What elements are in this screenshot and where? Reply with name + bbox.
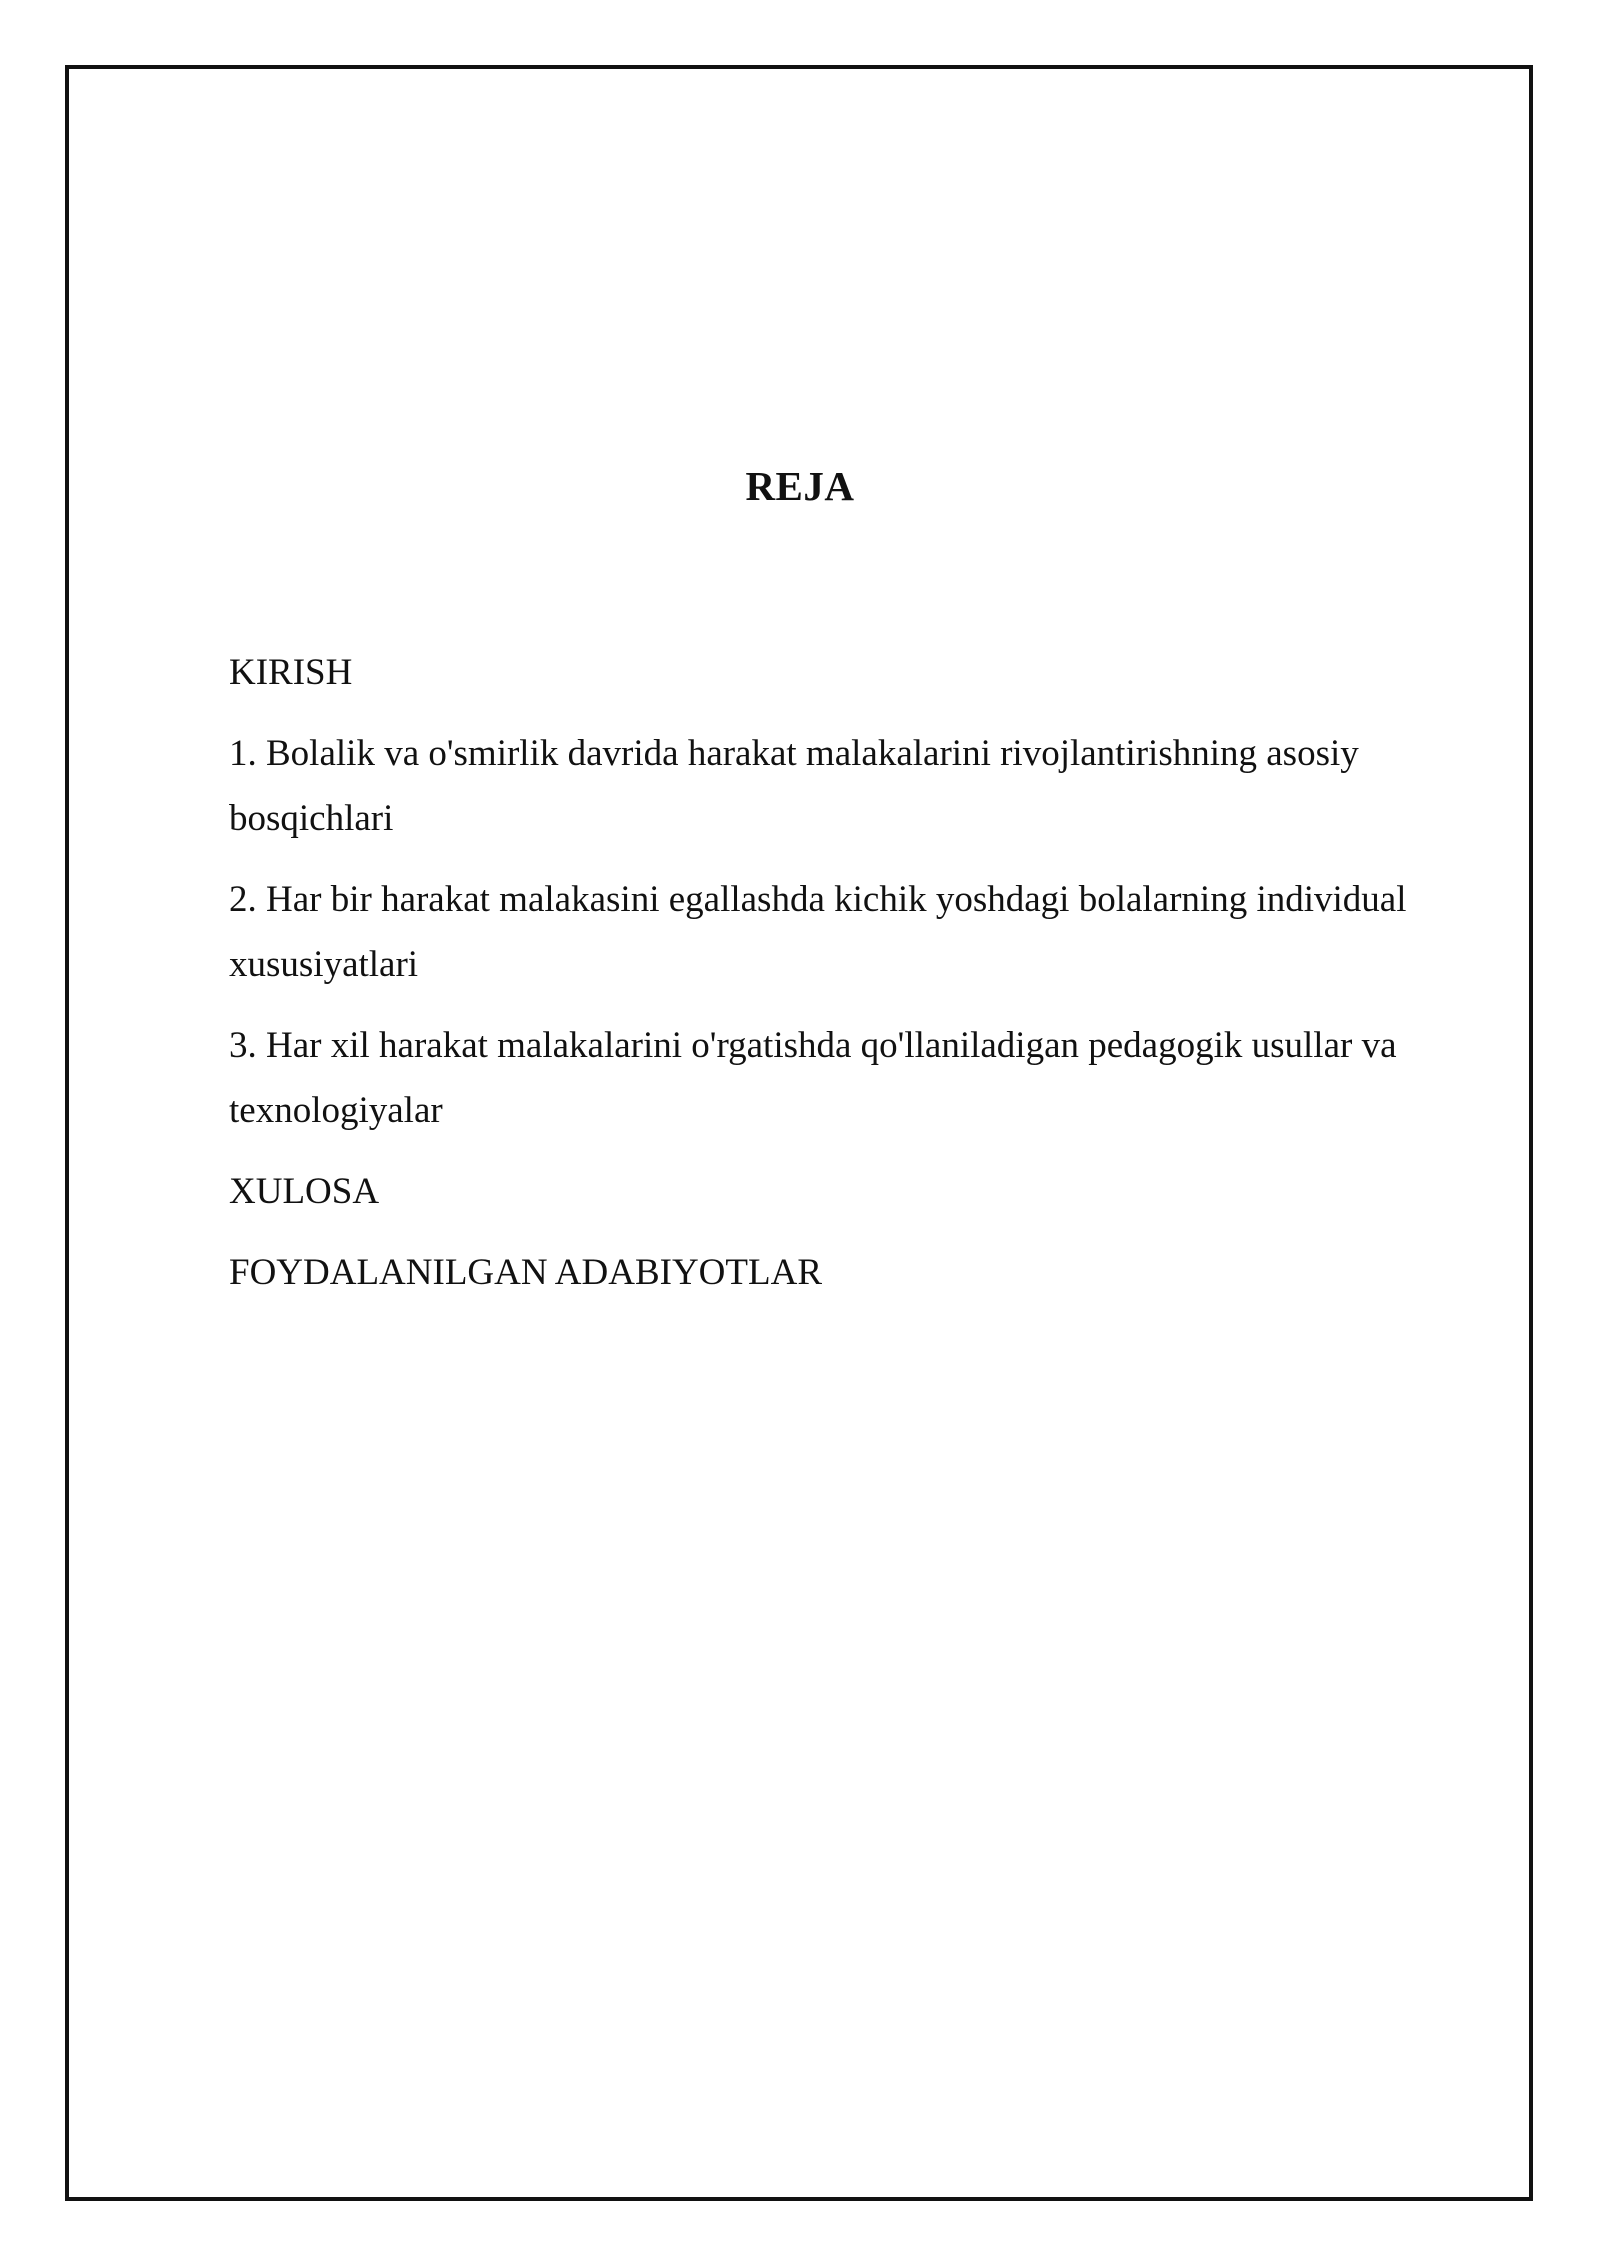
toc-item-2: [229, 867, 1459, 997]
page-title: REJA: [745, 463, 855, 509]
table-of-contents: [229, 640, 1459, 1321]
toc-item-text-continued: xususiyatlari: [229, 944, 419, 985]
toc-item-3: [229, 1013, 1459, 1143]
toc-item-text: 3. Har xil harakat malakalarini o'rgatishda qo'llaniladigan pedagogik usullar va: [229, 1025, 1397, 1066]
toc-item-text: 1. Bolalik va o'smirlik davrida harakat malakalarini rivojlantirishning asosiy: [229, 733, 1359, 774]
toc-item-text-continued: bosqichlari: [229, 798, 394, 839]
toc-item-1: [229, 721, 1459, 851]
toc-item-text: FOYDALANILGAN ADABIYOTLAR: [229, 1252, 822, 1293]
toc-item-text: XULOSA: [229, 1171, 380, 1212]
toc-item-intro: [229, 640, 1459, 705]
toc-item-references: [229, 1240, 1459, 1305]
toc-item-text: KIRISH: [229, 652, 353, 693]
toc-item-text: 2. Har bir harakat malakasini egallashda kichik yoshdagi bolalarning individual: [229, 879, 1407, 920]
toc-item-text-continued: texnologiyalar: [229, 1090, 443, 1131]
toc-item-conclusion: [229, 1159, 1459, 1224]
